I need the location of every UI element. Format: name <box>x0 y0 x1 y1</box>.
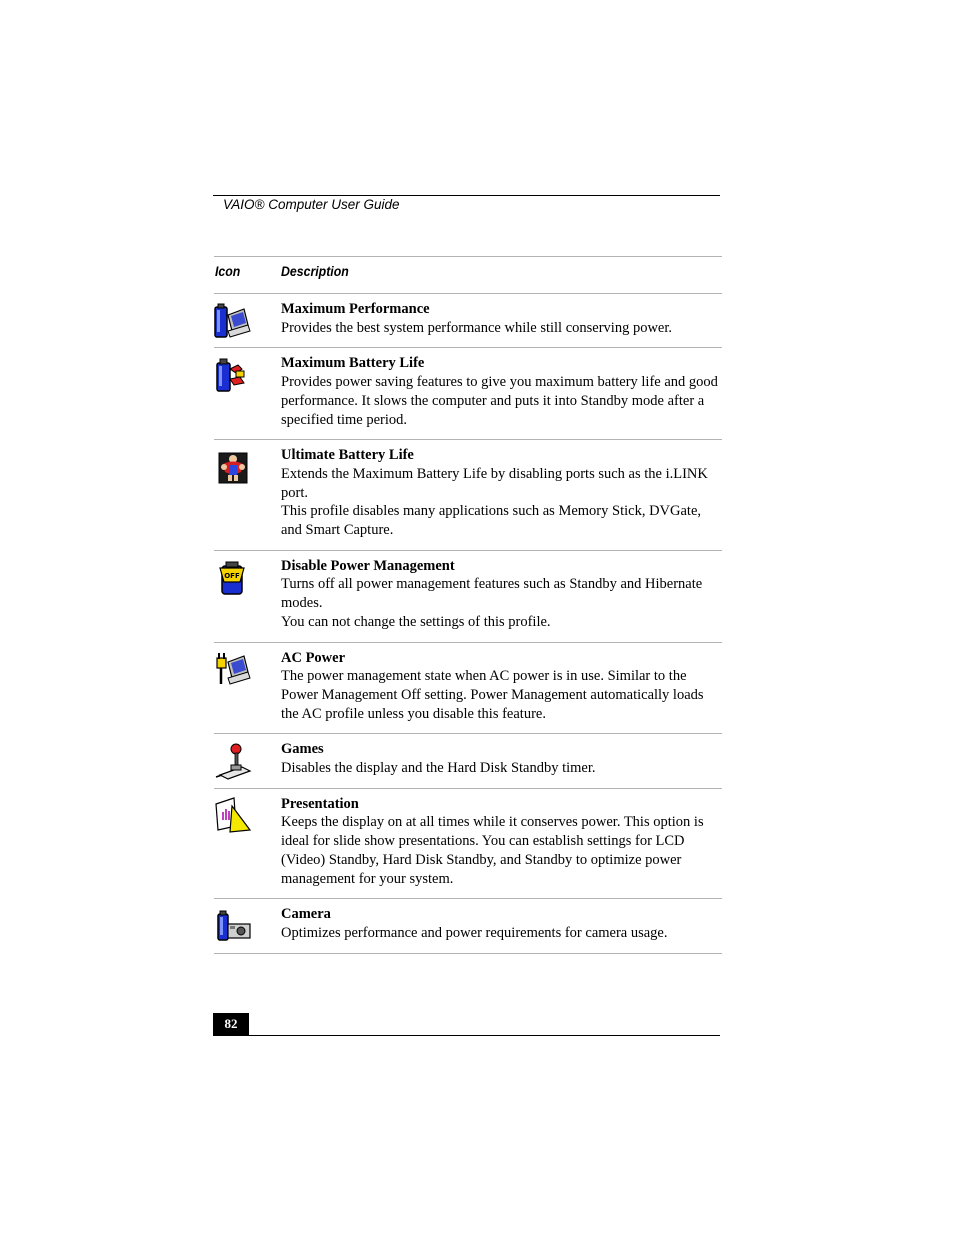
row-description: Optimizes performance and power requirements for camera usage. <box>281 924 668 941</box>
power-profile-table <box>214 256 722 954</box>
row-title: Ultimate Battery Life <box>281 447 414 464</box>
row-description: Provides the best system performance while still conserving power. <box>281 319 673 336</box>
row-title: Maximum Performance <box>281 301 430 317</box>
row-title: Maximum Battery Life <box>281 355 425 372</box>
table-row <box>214 294 722 348</box>
laptop-battery-icon <box>214 301 252 341</box>
row-description: Provides power saving features to give you maximum battery life and good performance. It slows the computer and puts it into Standby mode after a specified time period. <box>281 374 718 428</box>
page-number: 82 <box>213 1013 249 1035</box>
row-description: The power management state when AC power is in use. Similar to the Power Management Off setting. Power Management automatically loads the AC profile unless you disable this feature. <box>281 668 704 722</box>
row-description: Extends the Maximum Battery Life by disabling ports such as the i.LINK port. <box>281 465 708 501</box>
row-description: This profile disables many applications such as Memory Stick, DVGate, and Smart Capture. <box>281 503 702 539</box>
camera-battery-icon <box>214 906 252 946</box>
running-header: VAIO® Computer User Guide <box>223 197 400 212</box>
table-row <box>214 440 722 551</box>
table-row <box>214 899 722 953</box>
row-title: Presentation <box>281 795 359 812</box>
row-title: Games <box>281 741 324 758</box>
row-description: You can not change the settings of this profile. <box>281 613 551 630</box>
table-header <box>214 257 722 294</box>
row-description: Turns off all power management features such as Standby and Hibernate modes. <box>281 576 703 612</box>
row-title: AC Power <box>281 649 346 666</box>
column-header-icon: Icon <box>215 263 241 279</box>
column-header-description: Description <box>281 263 349 279</box>
presentation-easel-icon <box>214 796 252 836</box>
row-title: Disable Power Management <box>281 557 455 574</box>
off-switch-icon <box>214 558 252 598</box>
table-row <box>214 643 722 735</box>
table-row <box>214 551 722 643</box>
row-description: Keeps the display on at all times while it conserves power. This option is ideal for slide show presentations. You can establish settings for LCD (Video) Standby, Hard Disk Standby, and Standby to optimize power management for your system. <box>281 814 704 887</box>
footer-rule <box>213 1035 720 1036</box>
table-row <box>214 789 722 900</box>
bodybuilder-icon <box>214 447 252 487</box>
flexed-battery-icon <box>214 355 252 395</box>
header-rule <box>213 195 720 196</box>
table-row <box>214 348 722 440</box>
table-row <box>214 734 722 788</box>
ac-plug-laptop-icon <box>214 650 252 690</box>
row-title: Camera <box>281 906 331 923</box>
joystick-icon <box>214 741 252 781</box>
row-description: Disables the display and the Hard Disk Standby timer. <box>281 760 596 777</box>
svg-text:OFF: OFF <box>224 571 240 580</box>
